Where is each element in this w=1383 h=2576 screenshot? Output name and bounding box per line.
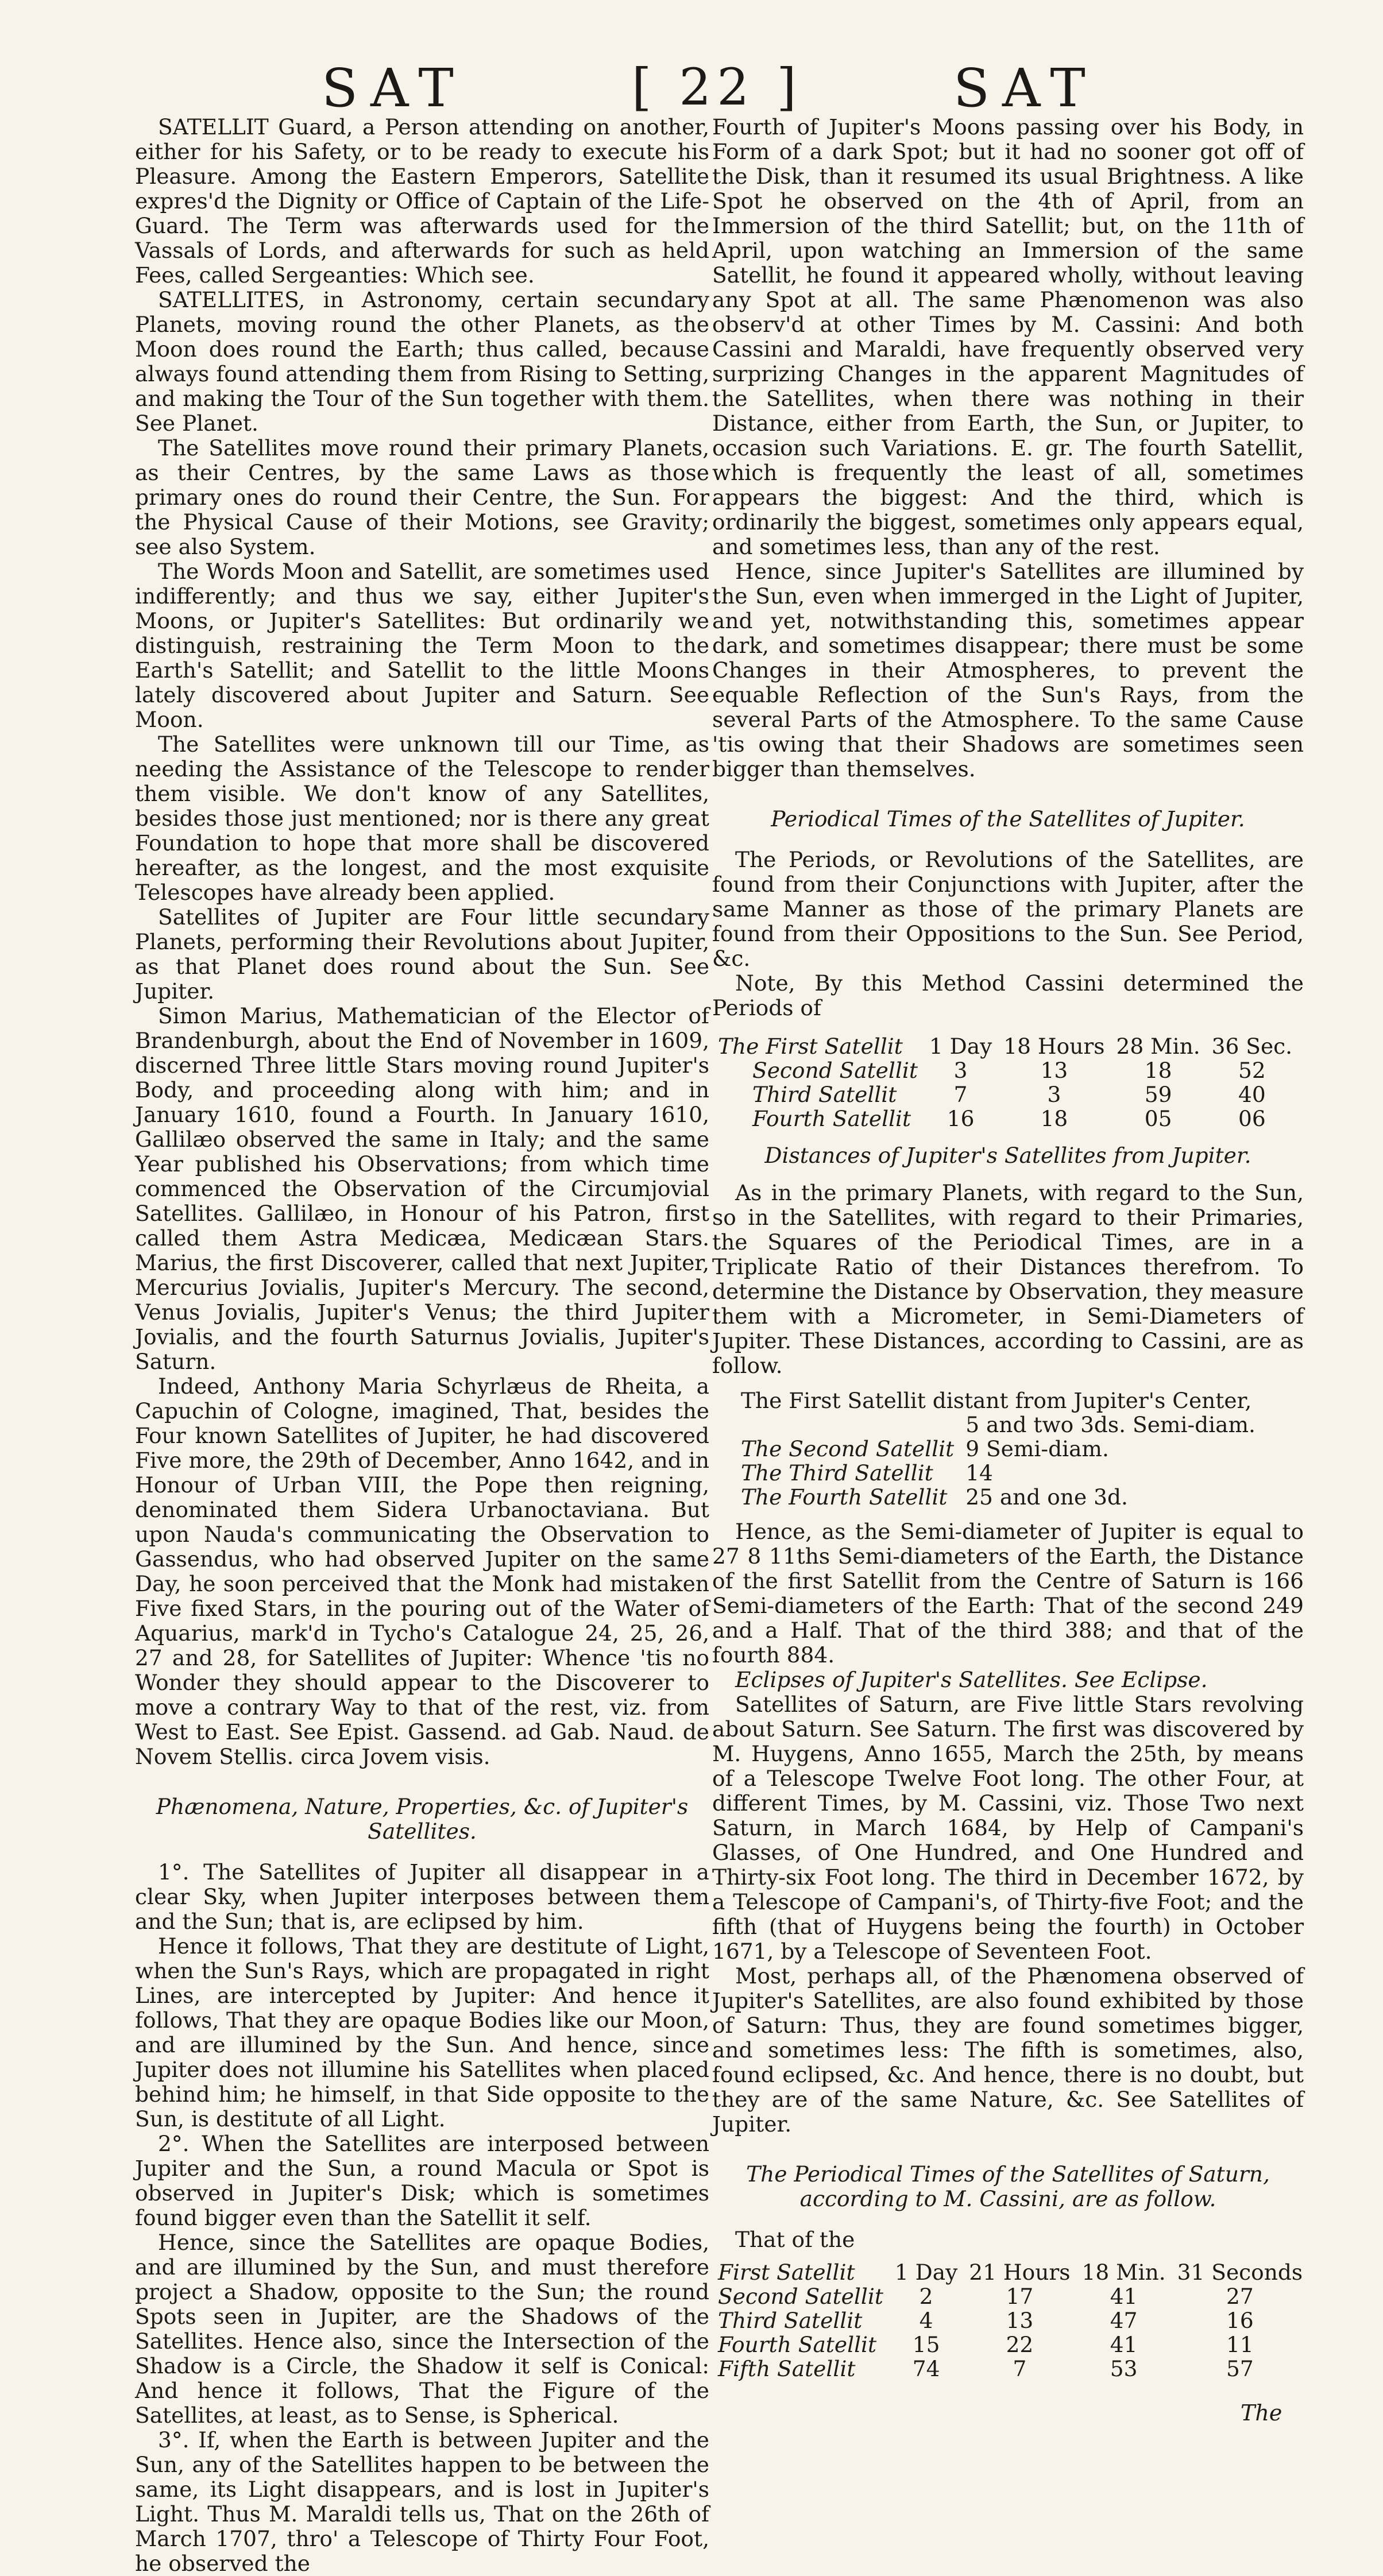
- table-cell: 05: [1144, 1106, 1172, 1131]
- table-cell: 5 and two 3ds. Semi-diam.: [965, 1412, 1255, 1437]
- table-row: [712, 2260, 1308, 2284]
- table-cell: 1 Day: [894, 2260, 958, 2285]
- table-cell: Third Satellit: [752, 1082, 897, 1107]
- table-row: [712, 2357, 1308, 2381]
- table-cell: The Third Satellit: [741, 1460, 933, 1486]
- table-row: [735, 1388, 1261, 1413]
- table-cell: Second Satellit: [752, 1058, 918, 1083]
- table-cell: 3: [1047, 1082, 1061, 1107]
- table-cell: The First Satellit distant from Jupiter's Center,: [741, 1388, 1252, 1413]
- table-cell: 3: [953, 1058, 968, 1083]
- paragraph: Satellites of Jupiter are Four little secundary Planets, performing their Revolutions about Jupiter, as that Planet does round about the Sun. See Jupiter.: [135, 904, 709, 1004]
- paragraph: That of the: [735, 2227, 855, 2252]
- table-cell: 13: [1006, 2308, 1034, 2333]
- table-row: [712, 1082, 1298, 1107]
- catchword: The: [1241, 2400, 1282, 2426]
- table-row: [735, 1437, 1261, 1461]
- table-cell: 18: [1144, 1058, 1172, 1083]
- table-cell: The First Satellit: [718, 1034, 903, 1059]
- paragraph: Note, By this Method Cassini determined the Periods of: [712, 970, 1304, 1020]
- table-cell: The Fourth Satellit: [741, 1484, 948, 1510]
- table-row: [735, 1413, 1261, 1437]
- paragraph: The Words Moon and Satellit, are sometimes used indifferently; and thus we say, either Jupiter's Moons, or Jupiter's Satellites: But ordinarily we distinguish, restraining the Term Moon to the Earth's Satellit; and Satellit to the little Moons lately discovered about Jupiter and Saturn. See Moon.: [135, 559, 709, 732]
- paragraph: Fourth of Jupiter's Moons passing over his Body, in Form of a dark Spot; but it had no sooner got off of the Disk, than it resumed its usual Brightness. A like Spot he observed on the 4th of April, from an Immersion of the third Satellit; but, on the 11th of April, upon watching an Immersion of the same Satellit, he found it appeared wholly, without leaving any Spot at all. The same Phænomenon was also observ'd at other Times by M. Cassini: And both Cassini and Maraldi, have frequently observed very surprizing Changes in the apparent Magnitudes of the Satellites, when there was nothing in their Distance, either from Earth, the Sun, or Jupiter, to occasion such Variations. E. gr. The fourth Satellit, which is frequently the least of all, sometimes appears the biggest: And the third, which is ordinarily the biggest, sometimes only appears equal, and sometimes less, than any of the rest.: [712, 114, 1304, 559]
- table-cell: First Satellit: [718, 2260, 855, 2285]
- table-cell: 11: [1226, 2332, 1254, 2357]
- table-cell: 40: [1238, 1082, 1266, 1107]
- table-row: [712, 2284, 1308, 2308]
- paragraph: Eclipses of Jupiter's Satellites. See Eclipse.: [735, 1667, 1208, 1692]
- table-cell: 18: [1040, 1106, 1068, 1131]
- table-cell: 7: [953, 1082, 968, 1107]
- paragraph: 1°. The Satellites of Jupiter all disappear in a clear Sky, when Jupiter interposes between them and the Sun; that is, are eclipsed by him.: [135, 1859, 709, 1934]
- table-cell: 47: [1110, 2308, 1138, 2333]
- section-heading-distances: Distances of Jupiter's Satellites from Jupiter.: [764, 1143, 1251, 1168]
- table-row: [712, 1107, 1298, 1131]
- table-cell: 14: [965, 1460, 993, 1486]
- table-cell: 15: [912, 2332, 940, 2357]
- saturn-periods-table: [712, 2260, 1308, 2381]
- table-cell: 57: [1226, 2356, 1254, 2381]
- distances-table: [735, 1388, 1261, 1509]
- table-cell: 41: [1110, 2332, 1138, 2357]
- table-cell: 18 Min.: [1081, 2260, 1166, 2285]
- section-heading-saturn: The Periodical Times of the Satellites of Saturn, according to M. Cassini, are as follow.: [746, 2161, 1270, 2211]
- table-row: [735, 1485, 1261, 1509]
- table-row: [735, 1461, 1261, 1485]
- table-cell: 31 Seconds: [1177, 2260, 1303, 2285]
- table-cell: Fourth Satellit: [752, 1106, 911, 1131]
- table-row: [712, 1034, 1298, 1058]
- right-column: [712, 115, 1304, 2381]
- table-cell: 2: [919, 2284, 933, 2309]
- table-cell: 21 Hours: [969, 2260, 1071, 2285]
- table-cell: Second Satellit: [718, 2284, 883, 2309]
- paragraph: Hence it follows, That they are destitute of Light, when the Sun's Rays, which are propagated in right Lines, are intercepted by Jupiter: And hence it follows, That they are opaque Bodies like our Moon, and are illumined by the Sun. And hence, since Jupiter does not illumine his Satellites when placed behind him; he himself, in that Side opposite to the Sun, is destitute of all Light.: [135, 1933, 709, 2132]
- table-cell: 16: [947, 1106, 975, 1131]
- table-row: [712, 2308, 1308, 2333]
- paragraph: The Periods, or Revolutions of the Satellites, are found from their Conjunctions with Jupiter, after the same Manner as those of the primary Planets are found from their Oppositions to the Sun. See Period, &c.: [712, 847, 1304, 971]
- paragraph: Indeed, Anthony Maria Schyrlæus de Rheita, a Capuchin of Cologne, imagined, That, besides the Four known Satellites of Jupiter, he had discovered Five more, the 29th of December, Anno 1642, and in Honour of Urban VIII, the Pope then reigning, denominated them Sidera Urbanoctaviana. But upon Nauda's communicating the Observation to Gassendus, who had observed Jupiter on the same Day, he soon perceived that the Monk had mistaken Five fixed Stars, in the pouring out of the Water of Aquarius, mark'd in Tycho's Catalogue 24, 25, 26, 27 and 28, for Satellites of Jupiter: Whence 'tis no Wonder they should appear to the Discoverer to move a contrary Way to that of the rest, viz. from West to East. See Epist. Gassend. ad Gab. Naud. de Novem Stellis. circa Jovem visis.: [135, 1374, 709, 1769]
- table-cell: 22: [1006, 2332, 1034, 2357]
- paragraph: Satellites of Saturn, are Five little Stars revolving about Saturn. See Saturn. The first was discovered by M. Huygens, Anno 1655, March the 25th, by means of a Telescope Twelve Foot long. The other Four, at different Times, by M. Cassini, viz. Those Two next Saturn, in March 1684, by Help of Campani's Glasses, of One Hundred, and One Hundred and Thirty-six Foot long. The third in December 1672, by a Telescope of Campani's, of Thirty-five Foot; and the fifth (that of Huygens being the fourth) in October 1671, by a Telescope of Seventeen Foot.: [712, 1692, 1304, 1964]
- header-left-word: SAT: [322, 57, 466, 119]
- paragraph: SATELLIT Guard, a Person attending on another, either for his Safety, or to be ready to execute his Pleasure. Among the Eastern Emperors, Satellite expres'd the Dignity or Office of Captain of the Life-Guard. The Term was afterwards used for the Vassals of Lords, and afterwards for such as held Fees, called Sergeanties: Which see.: [135, 114, 709, 288]
- table-cell: 59: [1144, 1082, 1172, 1107]
- paragraph: Simon Marius, Mathematician of the Elector of Brandenburgh, about the End of November in 1609, discerned Three little Stars moving round Jupiter's Body, and proceeding along with him; and in January 1610, found a Fourth. In January 1610, Gallilæo observed the same in Italy; and the same Year published his Observations; from which time commenced the Observation of the Circumjovial Satellites. Gallilæo, in Honour of his Patron, first called them Astra Medicæa, Medicæan Stars. Marius, the first Discoverer, called that next Jupiter, Mercurius Jovialis, Jupiter's Mercury. The second, Venus Jovialis, Jupiter's Venus; the third Jupiter Jovialis, and the fourth Saturnus Jovialis, Jupiter's Saturn.: [135, 1003, 709, 1374]
- section-heading-periodical: Periodical Times of the Satellites of Jupiter.: [771, 806, 1245, 831]
- table-cell: The Second Satellit: [741, 1436, 955, 1461]
- table-cell: [735, 1413, 960, 1437]
- page-number: [ 22 ]: [632, 57, 802, 117]
- table-cell: Third Satellit: [718, 2308, 863, 2333]
- table-cell: 53: [1110, 2356, 1138, 2381]
- paragraph: Hence, as the Semi-diameter of Jupiter is equal to 27 8 11ths Semi-diameters of the Earth, the Distance of the first Satellit from the Centre of Saturn is 166 Semi-diameters of the Earth: That of the second 249 and a Half. That of the third 388; and that of the fourth 884.: [712, 1519, 1304, 1668]
- table-cell: Fifth Satellit: [718, 2356, 856, 2381]
- table-cell: 13: [1040, 1058, 1068, 1083]
- table-cell: 41: [1110, 2284, 1138, 2309]
- table-cell: 36 Sec.: [1211, 1034, 1293, 1059]
- table-cell: 17: [1006, 2284, 1034, 2309]
- table-cell: 52: [1238, 1058, 1266, 1083]
- header-right-word: SAT: [953, 57, 1098, 119]
- paragraph: Hence, since Jupiter's Satellites are illumined by the Sun, even when immerged in the Light of Jupiter, and yet, notwithstanding this, sometimes appear dark, and sometimes disappear; there must be some Changes in their Atmospheres, to prevent the equable Reflection of the Sun's Rays, from the several Parts of the Atmosphere. To the same Cause 'tis owing that their Shadows are sometimes seen bigger than themselves.: [712, 559, 1304, 782]
- jupiter-periods-table: [712, 1034, 1298, 1131]
- table-cell: 18 Hours: [1003, 1034, 1105, 1059]
- paragraph: SATELLITES, in Astronomy, certain secundary Planets, moving round the other Planets, as the Moon does round the Earth; thus called, because always found attending them from Rising to Setting, and making the Tour of the Sun together with them. See Planet.: [135, 287, 709, 436]
- section-heading-phaenomena: Phænomena, Nature, Properties, &c. of Jupiter's Satellites.: [156, 1794, 689, 1844]
- table-cell: 7: [1013, 2356, 1027, 2381]
- table-cell: 06: [1238, 1106, 1266, 1131]
- table-cell: 28 Min.: [1116, 1034, 1200, 1059]
- paragraph: Most, perhaps all, of the Phænomena observed of Jupiter's Satellites, are also found exhibited by those of Saturn: Thus, they are found sometimes bigger, and sometimes less: The fifth is sometimes, also, found eclipsed, &c. And hence, there is no doubt, but they are of the same Nature, &c. See Satellites of Jupiter.: [712, 1963, 1304, 2137]
- paragraph: As in the primary Planets, with regard to the Sun, so in the Satellites, with regard to their Primaries, the Squares of the Periodical Times, are in a Triplicate Ratio of their Distances therefrom. To determine the Distance by Observation, they measure them with a Micrometer, in Semi-Diameters of Jupiter. These Distances, according to Cassini, are as follow.: [712, 1180, 1304, 1378]
- table-row: [712, 2333, 1308, 2357]
- paragraph: 3°. If, when the Earth is between Jupiter and the Sun, any of the Satellites happen to be between the same, its Light disappears, and is lost in Jupiter's Light. Thus M. Maraldi tells us, That on the 26th of March 1707, thro' a Telescope of Thirty Four Foot, he observed the: [135, 2427, 709, 2576]
- paragraph: The Satellites were unknown till our Time, as needing the Assistance of the Telescope to render them visible. We don't know of any Satellites, besides those just mentioned; nor is there any great Foundation to hope that more shall be discovered hereafter, as the longest, and the most exquisite Telescopes have already been applied.: [135, 732, 709, 905]
- table-cell: 25 and one 3d.: [965, 1484, 1128, 1510]
- paragraph: 2°. When the Satellites are interposed between Jupiter and the Sun, a round Macula or Spot is observed in Jupiter's Disk; which is sometimes found bigger even than the Satellit it self.: [135, 2131, 709, 2230]
- table-cell: 4: [919, 2308, 933, 2333]
- table-cell: 74: [912, 2356, 940, 2381]
- table-cell: 1 Day: [929, 1034, 992, 1059]
- paragraph: The Satellites move round their primary Planets, as their Centres, by the same Laws as those primary ones do round their Centre, the Sun. For the Physical Cause of their Motions, see Gravity; see also System.: [135, 435, 709, 559]
- left-column: [135, 115, 709, 2576]
- table-cell: 16: [1226, 2308, 1254, 2333]
- paragraph: Hence, since the Satellites are opaque Bodies, and are illumined by the Sun, and must therefore project a Shadow, opposite to the Sun; the round Spots seen in Jupiter, are the Shadows of the Satellites. Hence also, since the Intersection of the Shadow is a Circle, the Shadow it self is Conical: And hence it follows, That the Figure of the Satellites, at least, as to Sense, is Spherical.: [135, 2230, 709, 2428]
- table-row: [712, 1058, 1298, 1082]
- table-cell: Fourth Satellit: [718, 2332, 877, 2357]
- table-cell: 27: [1226, 2284, 1254, 2309]
- table-cell: 9 Semi-diam.: [965, 1436, 1109, 1461]
